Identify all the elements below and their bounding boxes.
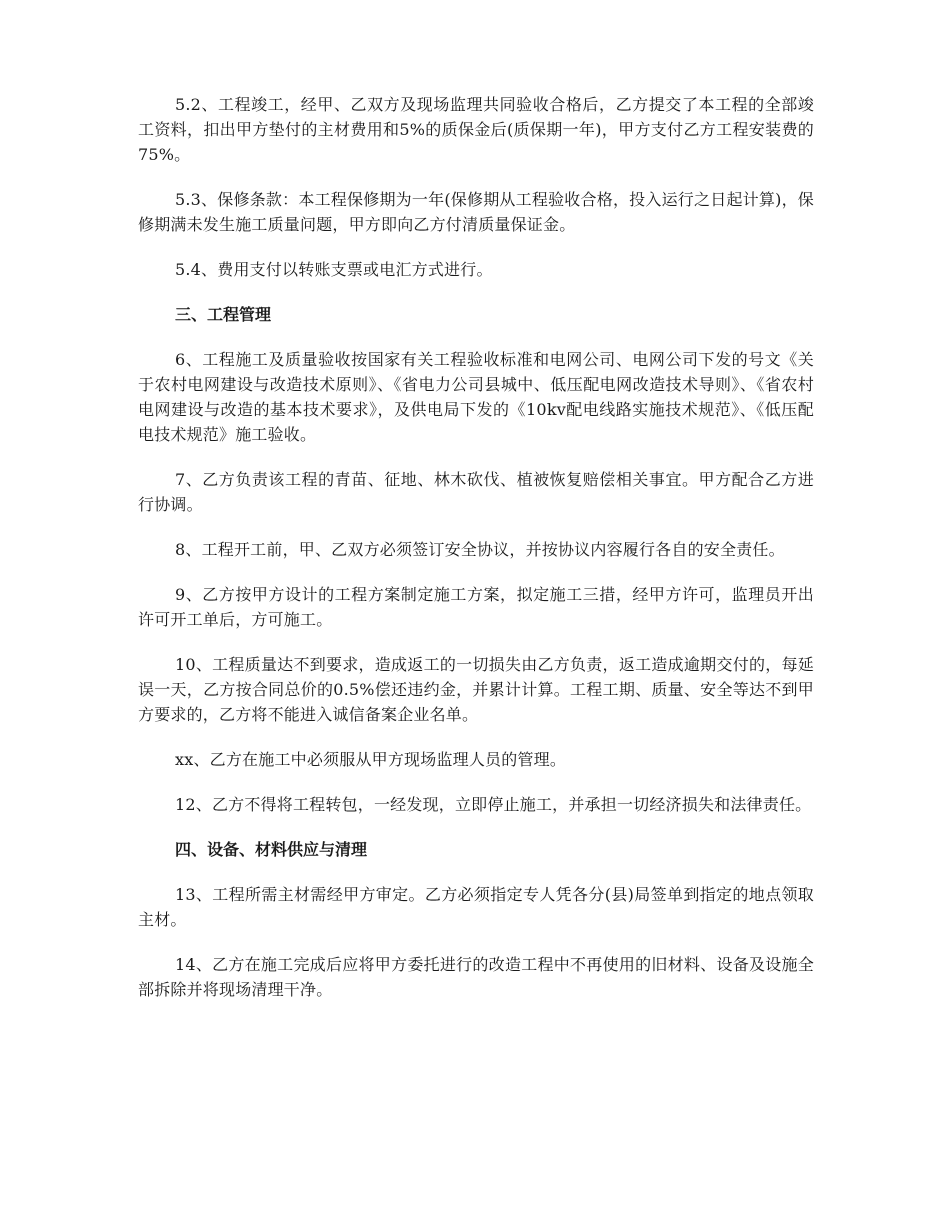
clause-5-2: 5.2、工程竣工，经甲、乙双方及现场监理共同验收合格后，乙方提交了本工程的全部竣工资料，扣出甲方垫付的主材费用和5%的质保金后(质保期一年)，甲方支付乙方工程安装费的75%。 [138, 95, 814, 164]
clause-7: 7、乙方负责该工程的青苗、征地、林木砍伐、植被恢复赔偿相关事宜。甲方配合乙方进行协调。 [138, 470, 814, 514]
section-heading-3: 三、工程管理 [175, 305, 272, 324]
clause-9: 9、乙方按甲方设计的工程方案制定施工方案，拟定施工三措，经甲方许可，监理员开出许可开工单后，方可施工。 [138, 585, 814, 629]
clause-5-3: 5.3、保修条款：本工程保修期为一年(保修期从工程验收合格，投入运行之日起计算)，保修期满未发生施工质量问题，甲方即向乙方付清质量保证金。 [138, 190, 814, 234]
clause-13: 13、工程所需主材需经甲方审定。乙方必须指定专人凭各分(县)局签单到指定的地点领取主材。 [138, 885, 814, 929]
clause-5-4: 5.4、费用支付以转账支票或电汇方式进行。 [175, 260, 493, 279]
clause-10: 10、工程质量达不到要求，造成返工的一切损失由乙方负责，返工造成逾期交付的，每延误一天，乙方按合同总价的0.5%偿还违约金，并累计计算。工程工期、质量、安全等达不到甲方要求的，乙方将不能进入诚信备案企业名单。 [138, 655, 814, 724]
document-body [138, 92, 814, 1022]
clause-11: xx、乙方在施工中必须服从甲方现场监理人员的管理。 [175, 750, 567, 769]
section-heading-4: 四、设备、材料供应与清理 [175, 840, 368, 859]
clause-14: 14、乙方在施工完成后应将甲方委托进行的改造工程中不再使用的旧材料、设备及设施全部拆除并将现场清理干净。 [138, 955, 814, 999]
clause-6: 6、工程施工及质量验收按国家有关工程验收标准和电网公司、电网公司下发的号文《关于农村电网建设与改造技术原则》、《省电力公司县城中、低压配电网改造技术导则》、《省农村电网建设与改造的基本技术要求》，及供电局下发的《10kv配电线路实施技术规范》、《低压配电技术规范》施工验收。 [138, 350, 814, 444]
clause-12: 12、乙方不得将工程转包，一经发现，立即停止施工，并承担一切经济损失和法律责任。 [175, 795, 812, 814]
clause-8: 8、工程开工前，甲、乙双方必须签订安全协议，并按协议内容履行各自的安全责任。 [175, 540, 785, 559]
